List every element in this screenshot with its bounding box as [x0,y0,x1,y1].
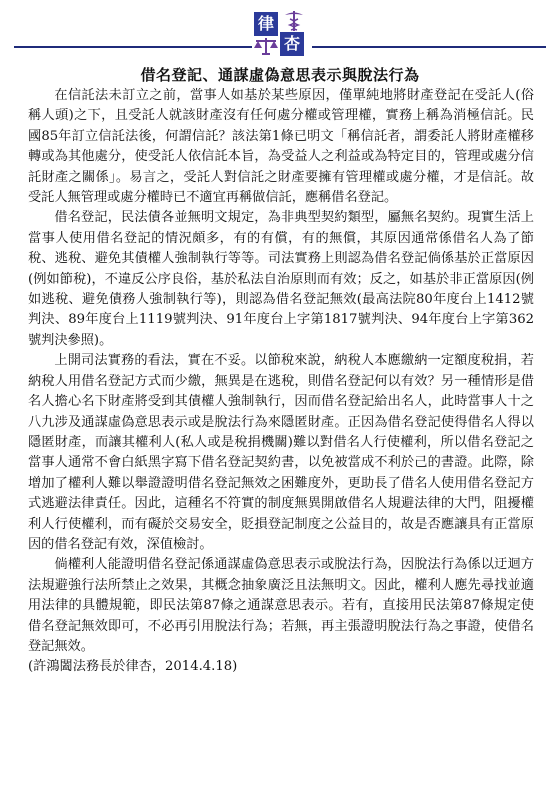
brand-logo [250,10,314,58]
paragraph-2: 借名登記，民法債各並無明文規定，為非典型契約類型，屬無名契約。現實生活上當事人使用借名登記的情況頗多，有的有償，有的無償，其原因通常係借名人為了節稅、逃稅、避免其債權人強制執行等等。司法實務上則認為借名登記倘係基於正當原因(例如節稅)，不違反公序良俗，基於私法自治原則而有效；反之，如基於非正當原因(例如逃稅、避免債務人強制執行等)，則認為借名登記無效(最高法院80年度台上1412號判決、89年度台上1119號判決、91年度台上字第1817號判決、94年度台上字第362號判決參照)。 [28,210,534,348]
paragraph-4: 倘權利人能證明借名登記係通謀虛偽意思表示或脫法行為，因脫法行為係以迂迴方法規避強行法所禁止之效果，其概念抽象廣泛且法無明文。因此，權利人應先尋找並適用法律的具體規範，即民法第87條之通謀意思表示。若有，直接用民法第87條規定使借名登記無效即可，不必再引用脫法行為；若無，再主張證明脫法行為之事證，使借名登記無效。 [28,557,534,654]
page-header [0,10,560,58]
article-body [28,86,534,678]
author-signature: (許鴻闔法務長於律杏，2014.4.18) [28,659,238,675]
logo-char-2: 杏 [280,32,304,56]
logo-char-1: 律 [254,12,278,36]
header-rule-right [312,46,546,48]
header-rule-left [14,46,252,48]
paragraph-1: 在信託法未訂立之前，當事人如基於某些原因，僅單純地將財產登記在受託人(俗稱人頭)之下，且受託人就該財產沒有任何處分權或管理權，實務上稱為消極信託。民國85年訂立信託法後，何謂信託？該法第1條已明文「稱信託者，謂委託人將財產權移轉或為其他處分，使受託人依信託本旨，為受益人之利益或為特定目的，管理或處分信託財產之關係」。易言之，受託人對信託之財產要擁有管理權或處分權，才是信託。故受託人無管理或處分權時已不適宜再稱做信託，應稱借名登記。 [28,88,534,206]
article-title: 借名登記、通謀虛偽意思表示與脫法行為 [140,66,420,84]
caduceus-icon [283,10,305,32]
scales-of-justice-icon [253,36,279,56]
paragraph-3: 上開司法實務的看法，實在不妥。以節稅來說，納稅人本應繳納一定額度稅捐，若納稅人用借名登記方式而少繳，無異是在逃稅，則借名登記何以有效？另一種情形是借名人擔心名下財產將受到其債權人強制執行，因而借名登記給出名人，此時當事人十之八九涉及通謀虛偽意思表示或是脫法行為來隱匿財產。正因為借名登記使得借名人得以隱匿財產，而讓其權利人(私人或是稅捐機關)難以對借名人行使權利，所以借名登記之當事人通常不會白紙黑字寫下借名登記契約書，以免被當成不利於己的書證。此際，除增加了權利人難以舉證證明借名登記無效之困難度外，更助長了借名人使用借名登記方式逃避法律責任。因此，這種名不符實的制度無異開啟借名人規避法律的大門，阻擾權利人行使權利，而有礙於交易安全，貶損登記制度之公益目的，故是否應讓具有正當原因的借名登記有效，深值檢討。 [28,353,534,552]
